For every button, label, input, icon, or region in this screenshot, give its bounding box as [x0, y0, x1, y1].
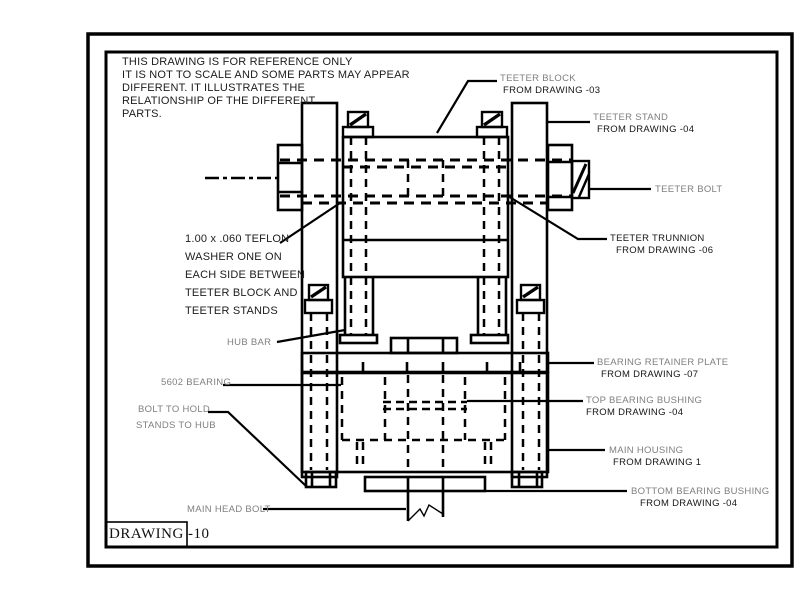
disclaimer-line: RELATIONSHIP OF THE DIFFERENT	[122, 95, 316, 107]
teeter-bolt-head-left	[278, 145, 302, 210]
stand-bolt-washer-right	[517, 285, 544, 313]
main-head-bolt-boss	[391, 338, 457, 353]
callout-bearing-retainer-plate-line2: FROM DRAWING -07	[601, 369, 699, 380]
callout-stand-bolt-line2: STANDS TO HUB	[136, 420, 216, 431]
callout-stand-bolt-line1: BOLT TO HOLD	[138, 404, 211, 415]
leader-teeter-trunnion	[508, 196, 607, 239]
hidden-lines-teeter-bolt	[280, 160, 572, 203]
hidden-lines-bearing-pocket	[342, 375, 505, 470]
teflon-note-line: WASHER ONE ON	[185, 251, 282, 263]
callout-bearing-retainer-plate-line1: BEARING RETAINER PLATE	[597, 357, 729, 368]
callout-teeter-stand-line1: TEETER STAND	[593, 112, 669, 123]
disclaimer-line: PARTS.	[122, 108, 162, 120]
callout-bottom-bearing-bushing-line1: BOTTOM BEARING BUSHING	[631, 486, 770, 497]
shaft-break-symbol	[408, 505, 443, 521]
teeter-bolt-hatched-end	[572, 161, 589, 198]
callout-teeter-trunnion-line2: FROM DRAWING -06	[616, 245, 714, 256]
leader-stand-bolt	[208, 412, 306, 486]
callout-hub-bar: HUB BAR	[227, 337, 272, 348]
callout-5602-bearing: 5602 BEARING	[161, 377, 232, 388]
teflon-note-line: 1.00 x .060 TEFLON	[185, 233, 290, 245]
housing-foot-right	[512, 472, 542, 487]
disclaimer-line: THIS DRAWING IS FOR REFERENCE ONLY	[122, 56, 353, 68]
callout-teeter-bolt: TEETER BOLT	[655, 184, 723, 195]
callout-main-housing-line1: MAIN HOUSING	[609, 445, 684, 456]
callout-bottom-bearing-bushing-line2: FROM DRAWING -04	[640, 498, 738, 509]
disclaimer-note	[122, 56, 410, 121]
disclaimer-line: IT IS NOT TO SCALE AND SOME PARTS MAY APPEAR	[122, 69, 410, 81]
teflon-washer-top-right	[477, 112, 507, 137]
callout-main-head-bolt: MAIN HEAD BOLT	[187, 504, 271, 515]
callout-main-housing-line2: FROM DRAWING 1	[613, 457, 702, 468]
teflon-note-line: TEETER BLOCK AND	[185, 287, 298, 299]
housing-foot-left	[306, 472, 336, 487]
leader-teeter-block	[437, 81, 497, 133]
disclaimer-line: DIFFERENT. IT ILLUSTRATES THE	[122, 82, 306, 94]
hidden-lines-top-bushing	[383, 402, 467, 409]
callout-teeter-trunnion-line1: TEETER TRUNNION	[610, 233, 705, 244]
drawing-number: DRAWING -10	[109, 526, 210, 542]
main-shaft	[408, 478, 443, 521]
callout-teeter-block-line1: TEETER BLOCK	[500, 73, 576, 84]
teflon-washer-note	[185, 230, 305, 320]
callout-teeter-stand-line2: FROM DRAWING -04	[597, 124, 695, 135]
teflon-note-line: TEETER STANDS	[185, 305, 278, 317]
teflon-note-line: EACH SIDE BETWEEN	[185, 269, 306, 281]
callout-top-bearing-bushing-line2: FROM DRAWING -04	[586, 407, 684, 418]
teeter-bolt-nut-right	[548, 145, 572, 210]
stand-bolt-washer-left	[305, 285, 332, 313]
callout-teeter-block-line2: FROM DRAWING -03	[503, 85, 601, 96]
bottom-plate-shape	[365, 477, 485, 491]
callout-top-bearing-bushing-line1: TOP BEARING BUSHING	[586, 395, 703, 406]
